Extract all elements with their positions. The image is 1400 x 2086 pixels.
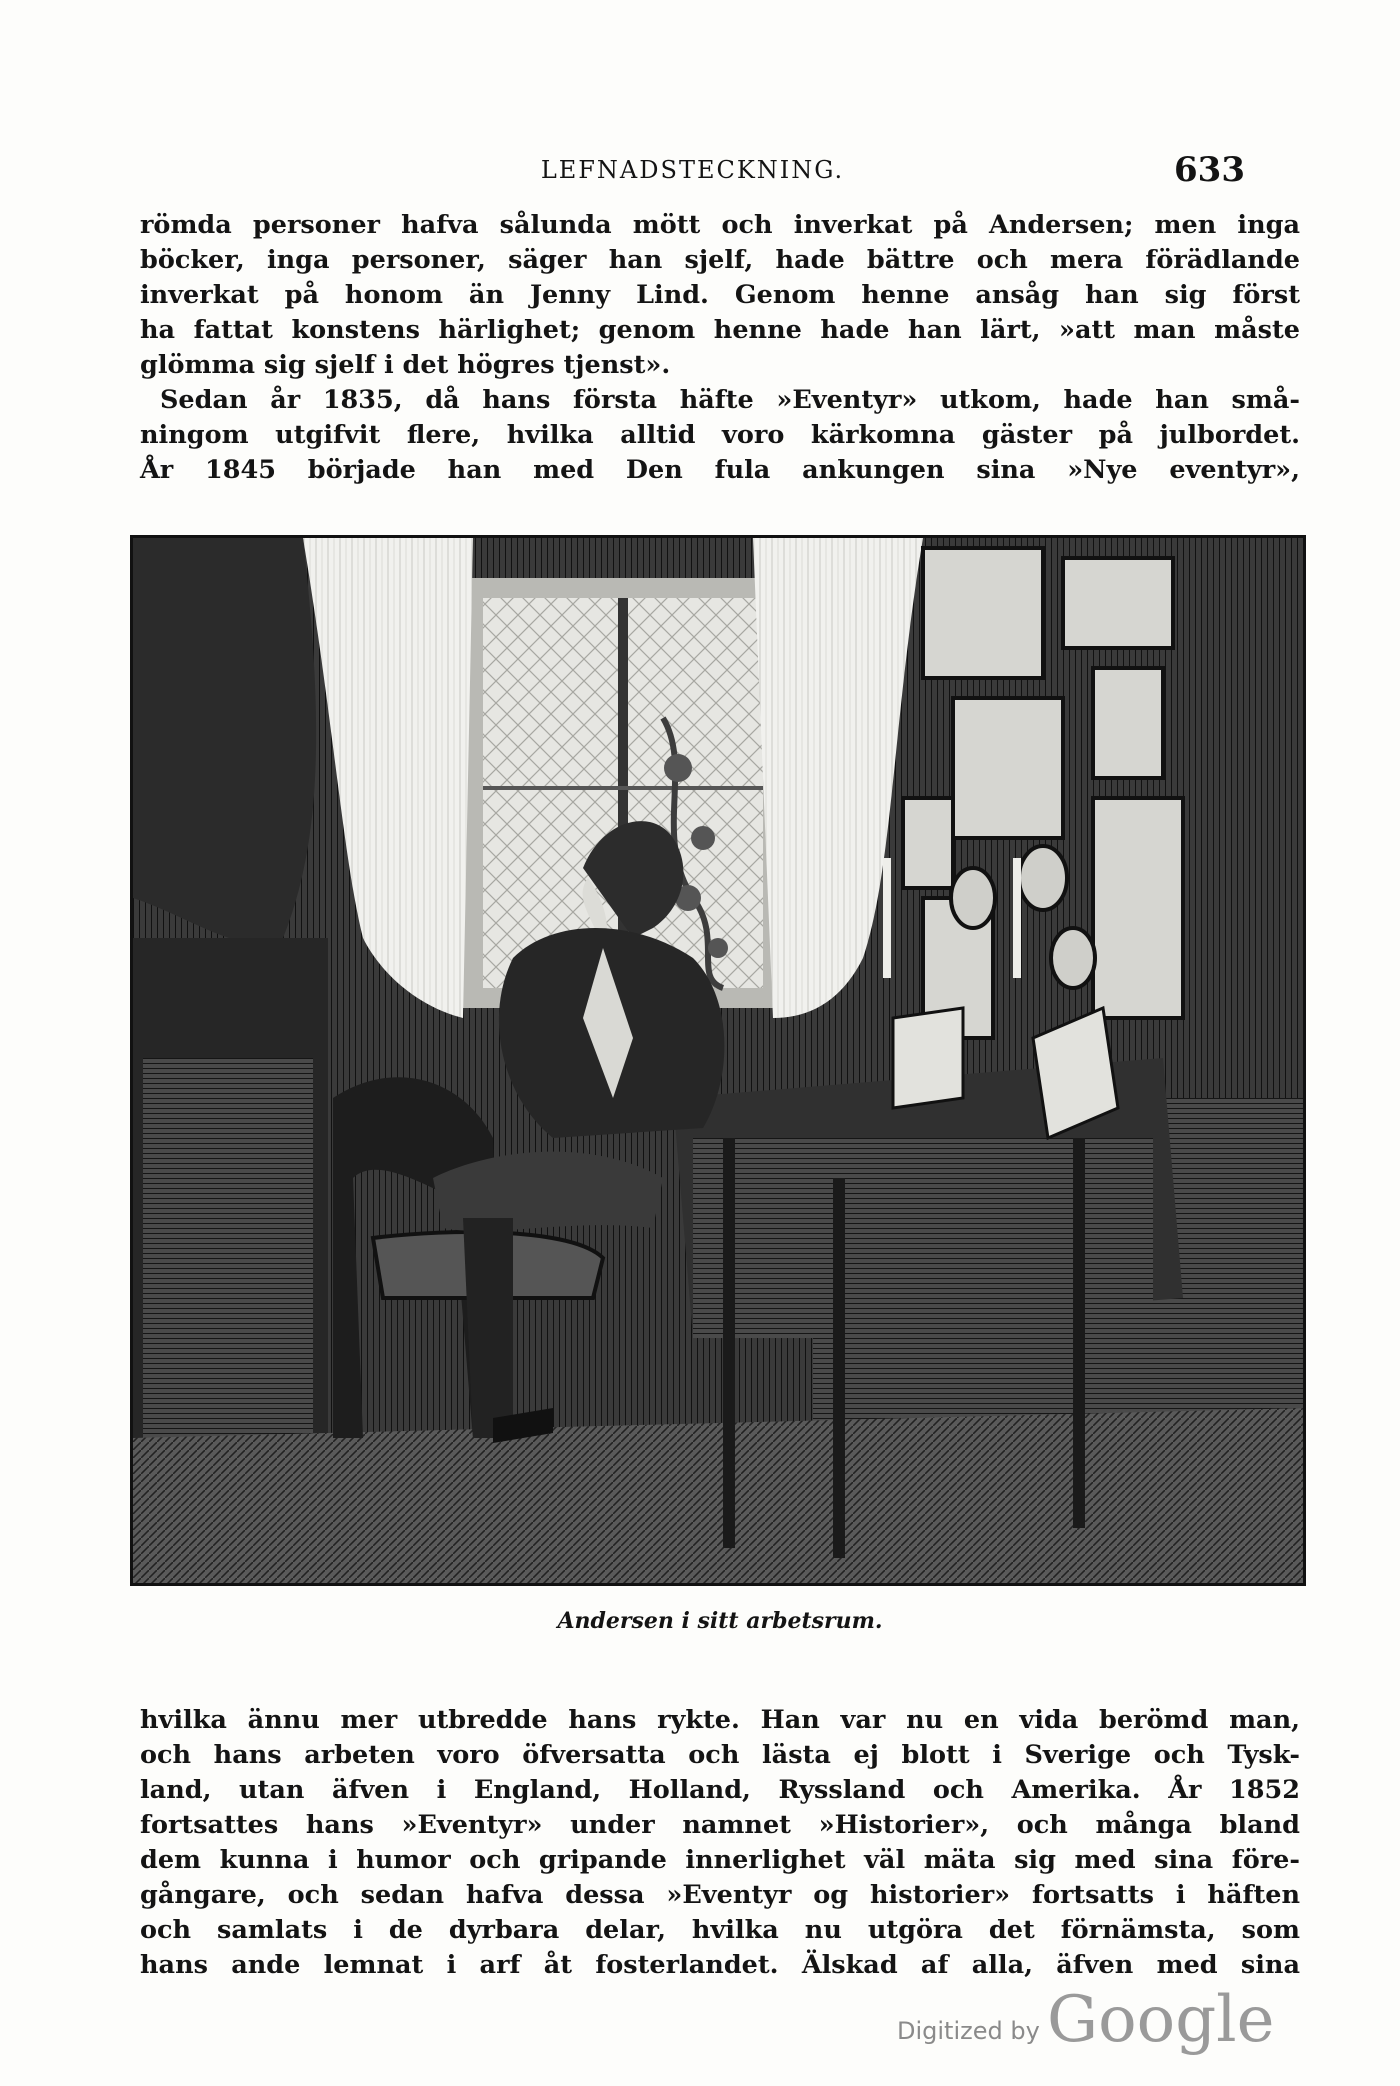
- text-line: År 1845 började han med Den fula ankungen sina »Nye eventyr»,: [140, 455, 1300, 485]
- paragraph-3: [140, 1703, 1300, 1983]
- text-line: land, utan äfven i England, Holland, Ryssland och Amerika. År 1852: [140, 1775, 1300, 1805]
- text-line: ningom utgifvit flere, hvilka alltid voro kärkomna gäster på julbordet.: [140, 420, 1300, 450]
- paragraph-1: [140, 208, 1300, 383]
- digitized-by-text: Digitized by: [897, 2017, 1040, 2045]
- text-line: dem kunna i humor och gripande innerlighet väl mäta sig med sina före-: [140, 1845, 1300, 1875]
- text-line: hvilka ännu mer utbredde hans rykte. Han var nu en vida berömd man,: [140, 1705, 1300, 1735]
- text-line: och hans arbeten voro öfversatta och lästa ej blott i Sverige och Tysk-: [140, 1740, 1300, 1770]
- figure-caption: Andersen i sitt arbetsrum.: [557, 1608, 883, 1634]
- engraving-illustration: [130, 535, 1306, 1586]
- text-line: römda personer hafva sålunda mött och inverkat på Andersen; men inga: [140, 210, 1300, 240]
- running-head: [140, 150, 1245, 190]
- text-line: Sedan år 1835, då hans första häfte »Eventyr» utkom, hade han små-: [160, 385, 1300, 415]
- page-number: 633: [1174, 150, 1245, 190]
- text-line: hans ande lemnat i arf åt fosterlandet. Älskad af alla, äfven med sina: [140, 1950, 1300, 1980]
- google-logo: Google: [1047, 1983, 1275, 2057]
- text-line: inverkat på honom än Jenny Lind. Genom henne ansåg han sig först: [140, 280, 1300, 310]
- text-line: glömma sig sjelf i det högres tjenst».: [140, 350, 671, 380]
- paragraph-2: [140, 383, 1300, 488]
- text-line: ha fattat konstens härlighet; genom henne hade han lärt, »att man måste: [140, 315, 1300, 345]
- text-line: fortsattes hans »Eventyr» under namnet »Historier», och många bland: [140, 1810, 1300, 1840]
- engraving-drawing: [133, 538, 1303, 1583]
- text-line: böcker, inga personer, säger han sjelf, hade bättre och mera förädlande: [140, 245, 1300, 275]
- text-line: gångare, och sedan hafva dessa »Eventyr og historier» fortsatts i häften: [140, 1880, 1300, 1910]
- text-line: och samlats i de dyrbara delar, hvilka nu utgöra det förnämsta, som: [140, 1915, 1300, 1945]
- running-title: LEFNADSTECKNING.: [540, 156, 845, 184]
